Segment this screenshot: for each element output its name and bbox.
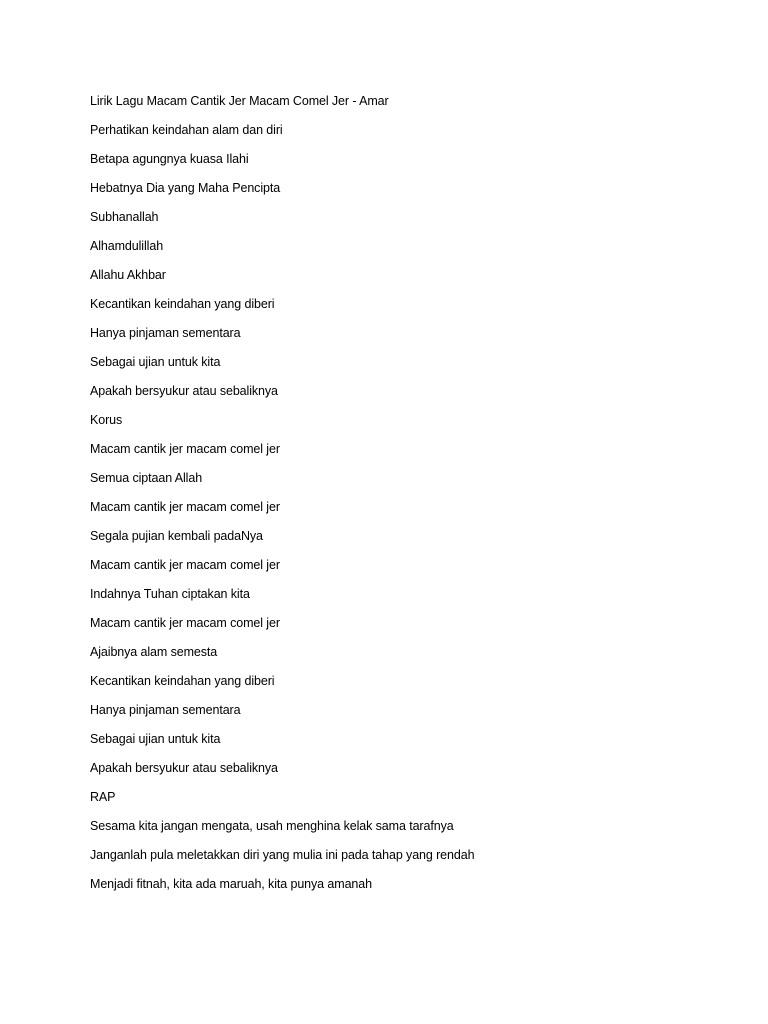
- lyric-line: Hebatnya Dia yang Maha Pencipta: [90, 181, 281, 195]
- lyric-line: Apakah bersyukur atau sebaliknya: [90, 761, 278, 775]
- lyric-line: Indahnya Tuhan ciptakan kita: [90, 587, 250, 601]
- lyric-line: Betapa agungnya kuasa Ilahi: [90, 152, 249, 166]
- lyric-line: Macam cantik jer macam comel jer: [90, 442, 280, 456]
- lyric-line: Kecantikan keindahan yang diberi: [90, 297, 275, 311]
- lyric-line: Sebagai ujian untuk kita: [90, 732, 221, 746]
- lyric-line: Segala pujian kembali padaNya: [90, 529, 263, 543]
- lyric-line: Kecantikan keindahan yang diberi: [90, 674, 275, 688]
- lyric-line: Sebagai ujian untuk kita: [90, 355, 221, 369]
- lyric-line: Allahu Akhbar: [90, 268, 166, 282]
- lyric-line: Janganlah pula meletakkan diri yang mulia ini pada tahap yang rendah: [90, 848, 475, 862]
- lyric-line: Macam cantik jer macam comel jer: [90, 558, 280, 572]
- lyric-line: Ajaibnya alam semesta: [90, 645, 218, 659]
- section-label-chorus: Korus: [90, 413, 123, 427]
- lyric-line: Semua ciptaan Allah: [90, 471, 203, 485]
- lyric-line: Subhanallah: [90, 210, 159, 224]
- section-label-rap: RAP: [90, 790, 116, 804]
- lyric-line: Perhatikan keindahan alam dan diri: [90, 123, 283, 137]
- lyrics-title: Lirik Lagu Macam Cantik Jer Macam Comel Jer - Amar: [90, 94, 389, 108]
- lyric-line: Alhamdulillah: [90, 239, 164, 253]
- lyric-line: Menjadi fitnah, kita ada maruah, kita punya amanah: [90, 877, 372, 891]
- lyric-line: Sesama kita jangan mengata, usah menghina kelak sama tarafnya: [90, 819, 454, 833]
- lyrics-text-block: [90, 91, 730, 903]
- lyric-line: Apakah bersyukur atau sebaliknya: [90, 384, 278, 398]
- lyric-line: Macam cantik jer macam comel jer: [90, 500, 280, 514]
- lyric-line: Hanya pinjaman sementara: [90, 703, 241, 717]
- lyric-line: Macam cantik jer macam comel jer: [90, 616, 280, 630]
- lyric-line: Hanya pinjaman sementara: [90, 326, 241, 340]
